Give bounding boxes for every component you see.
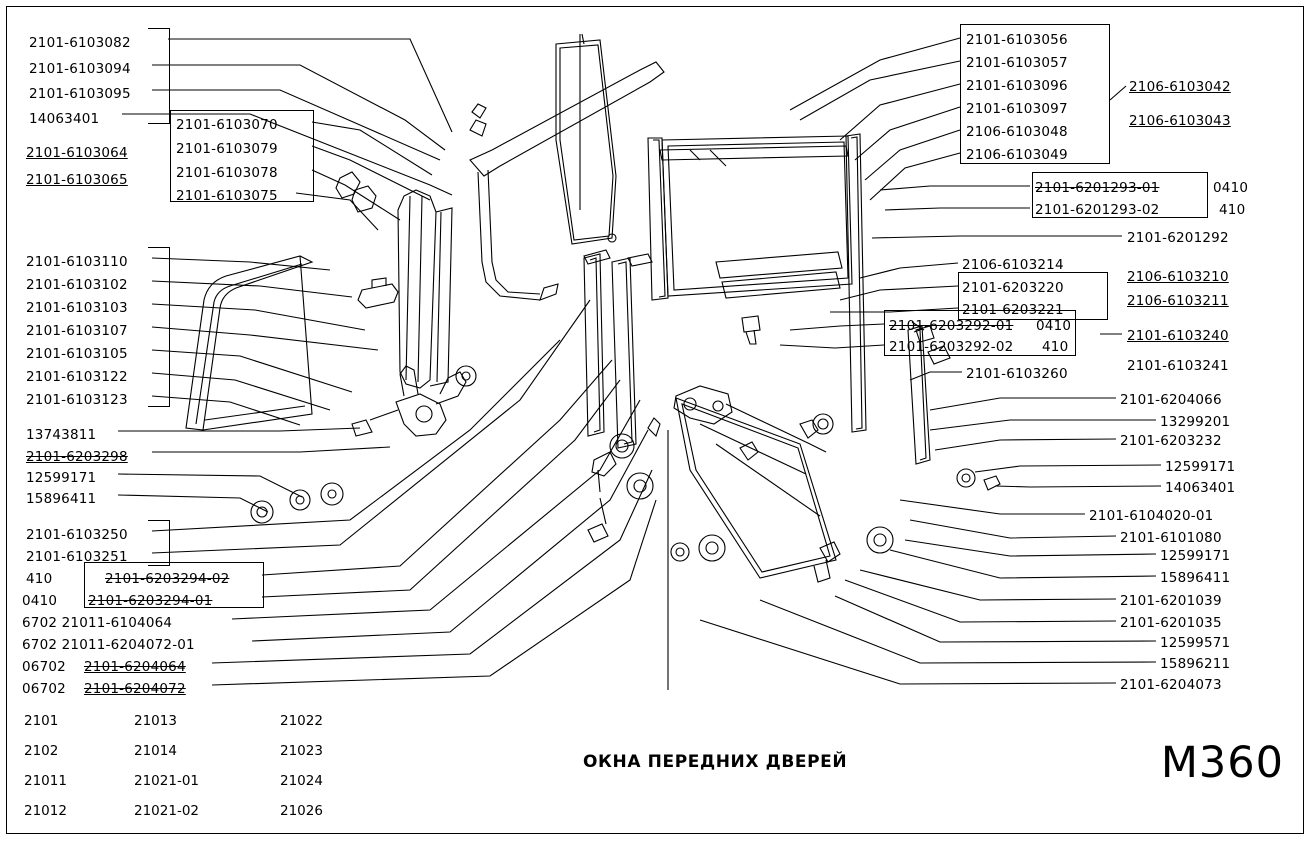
part-number-label: 13299201 [1160, 414, 1231, 430]
part-number-label: 14063401 [29, 111, 100, 127]
part-number-label: 2101-6204064 [84, 659, 186, 675]
model-code: 21023 [280, 743, 323, 759]
part-number-label: 14063401 [1165, 480, 1236, 496]
bracket-left-3 [148, 247, 170, 407]
part-number-label: 410 [1219, 202, 1246, 218]
part-number-label: 12599171 [26, 470, 97, 486]
model-code: 21014 [134, 743, 177, 759]
part-number-label: 12599171 [1160, 548, 1231, 564]
model-code: 21013 [134, 713, 177, 729]
part-number-label: 2101-6103095 [29, 86, 131, 102]
part-number-label: 2101-6103250 [26, 527, 128, 543]
part-number-label: 6702 21011-6104064 [22, 615, 173, 631]
part-number-label: 2101-6204066 [1120, 392, 1222, 408]
part-number-label: 0410 [22, 593, 58, 609]
part-number-label: 2101-6104020-01 [1089, 508, 1214, 524]
part-number-label: 6702 21011-6204072-01 [22, 637, 195, 653]
part-number-label: 2101-6103251 [26, 549, 128, 565]
part-number-label: 2101-6203232 [1120, 433, 1222, 449]
part-number-label: 2101-6201292 [1127, 230, 1229, 246]
part-number-label: 2106-6103214 [962, 257, 1064, 273]
part-number-label: 13743811 [26, 427, 97, 443]
part-number-label: 2101-6103094 [29, 61, 131, 77]
part-number-label: 2101-6204072 [84, 681, 186, 697]
part-number-label: 2101-6203292-01 [889, 318, 1014, 334]
part-number-label: 2101-6103079 [176, 141, 278, 157]
model-code: 21021-02 [134, 803, 199, 819]
part-number-label: 2101-6103075 [176, 188, 278, 204]
part-number-label: 12599171 [1165, 459, 1236, 475]
part-number-label: 2101-6103082 [29, 35, 131, 51]
part-number-label: 2101-6201293-02 [1035, 202, 1160, 218]
bracket-left-4 [148, 520, 170, 566]
model-code: 21021-01 [134, 773, 199, 789]
part-number-label: 2101-6203294-02 [105, 571, 230, 587]
sheet-code: М360 [1160, 738, 1284, 788]
model-code: 21026 [280, 803, 323, 819]
part-number-label: 2101-6103260 [966, 366, 1068, 382]
part-number-label: 2101-6101080 [1120, 530, 1222, 546]
part-number-label: 2106-6103211 [1127, 293, 1229, 309]
part-number-label: 15896211 [1160, 656, 1231, 672]
part-number-label: 2101-6103102 [26, 277, 128, 293]
part-number-label: 410 [26, 571, 53, 587]
part-number-label: 2101-6103065 [26, 172, 128, 188]
part-number-label: 2101-6103070 [176, 117, 278, 133]
part-number-label: 15896411 [1160, 570, 1231, 586]
part-number-label: 2101-6103096 [966, 78, 1068, 94]
part-number-label: 0410 [1036, 318, 1072, 334]
part-number-label: 2101-6103064 [26, 145, 128, 161]
part-number-label: 2101-6103110 [26, 254, 128, 270]
part-number-label: 2101-6103241 [1127, 358, 1229, 374]
part-number-label: 2101-6103103 [26, 300, 128, 316]
model-code: 2102 [24, 743, 59, 759]
part-number-label: 2101-6203294-01 [88, 593, 213, 609]
part-number-label: 2101-6201035 [1120, 615, 1222, 631]
part-number-label: 2101-6103057 [966, 55, 1068, 71]
model-code: 21022 [280, 713, 323, 729]
part-number-label: 2101-6203298 [26, 449, 128, 465]
part-number-label: 15896411 [26, 491, 97, 507]
part-number-label: 2101-6103122 [26, 369, 128, 385]
part-number-label: 2101-6103107 [26, 323, 128, 339]
part-number-label: 2101-6103056 [966, 32, 1068, 48]
part-number-label: 2101-6203220 [962, 280, 1064, 296]
part-number-label: 06702 [22, 659, 66, 675]
part-number-label: 2101-6201293-01 [1035, 180, 1160, 196]
part-number-label: 2101-6204073 [1120, 677, 1222, 693]
part-number-label: 2101-6201039 [1120, 593, 1222, 609]
bracket-left-1 [148, 28, 170, 124]
model-code: 2101 [24, 713, 59, 729]
part-number-label: 0410 [1213, 180, 1249, 196]
part-number-label: 12599571 [1160, 635, 1231, 651]
part-number-label: 2101-6103097 [966, 101, 1068, 117]
part-number-label: 2106-6103049 [966, 147, 1068, 163]
part-number-label: 410 [1042, 339, 1069, 355]
model-code: 21024 [280, 773, 323, 789]
part-number-label: 2106-6103210 [1127, 269, 1229, 285]
part-number-label: 2101-6103078 [176, 165, 278, 181]
part-number-label: 2106-6103048 [966, 124, 1068, 140]
part-number-label: 2106-6103042 [1129, 79, 1231, 95]
model-code: 21011 [24, 773, 67, 789]
model-code: 21012 [24, 803, 67, 819]
part-number-label: 2101-6203221 [962, 302, 1064, 318]
part-number-label: 2101-6203292-02 [889, 339, 1014, 355]
part-number-label: 2101-6103240 [1127, 328, 1229, 344]
page-title: ОКНА ПЕРЕДНИХ ДВЕРЕЙ [583, 752, 848, 772]
part-number-label: 2101-6103123 [26, 392, 128, 408]
part-number-label: 06702 [22, 681, 66, 697]
part-number-label: 2101-6103105 [26, 346, 128, 362]
part-number-label: 2106-6103043 [1129, 113, 1231, 129]
